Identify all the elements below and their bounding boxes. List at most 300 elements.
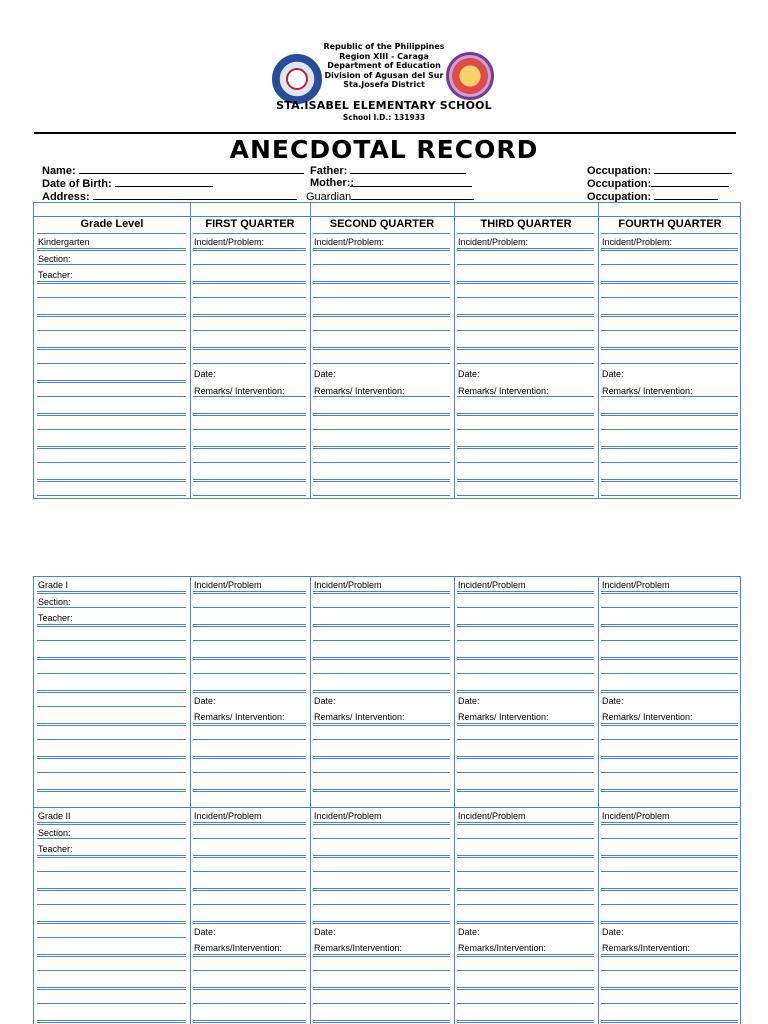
date-label: Date: [458, 926, 480, 937]
date-of-birth-label: Date of Birth: [42, 178, 112, 190]
entry-line[interactable] [313, 495, 450, 496]
entry-line[interactable] [457, 855, 594, 858]
column-divider [454, 203, 455, 498]
entry-line[interactable] [193, 396, 306, 397]
grade-level-label: Grade I [38, 580, 69, 590]
remarks-intervention-label: Remarks/Intervention: [602, 943, 691, 953]
entry-line[interactable] [37, 756, 186, 759]
column-divider [190, 203, 191, 498]
first-quarter-header: FIRST QUARTER [205, 218, 295, 230]
entry-line[interactable] [601, 429, 738, 430]
incident-problem-label: Incident/Problem [458, 811, 526, 821]
entry-line[interactable] [601, 987, 738, 990]
entry-line[interactable] [601, 591, 738, 594]
entry-line[interactable] [457, 462, 594, 463]
entry-line[interactable] [37, 723, 186, 726]
entry-line[interactable] [193, 789, 306, 792]
date-label: Date: [194, 369, 216, 379]
date-label: Date: [194, 926, 216, 937]
entry-line[interactable] [193, 657, 306, 660]
remarks-intervention-label: Remarks/Intervention: [314, 943, 403, 953]
incident-problem-label: Incident/Problem [458, 580, 526, 590]
page-title: ANECDOTAL RECORD [229, 135, 539, 164]
entry-line[interactable] [313, 739, 450, 740]
entry-line[interactable] [601, 822, 738, 825]
column-divider [598, 577, 599, 1024]
remarks-intervention-label: Remarks/ Intervention: [194, 712, 285, 722]
incident-problem-label: Incident/Problem: [602, 237, 673, 247]
entry-line[interactable] [457, 347, 594, 350]
column-divider [190, 577, 191, 1024]
remarks-intervention-label: Remarks/ Intervention: [458, 385, 549, 396]
entry-line[interactable] [313, 640, 450, 641]
address-line [93, 190, 297, 200]
entry-line[interactable] [37, 446, 186, 449]
entry-line[interactable] [601, 233, 738, 234]
entry-line[interactable] [457, 446, 594, 449]
entry-line[interactable] [457, 495, 594, 496]
entry-line[interactable] [37, 607, 186, 608]
entry-line[interactable] [37, 396, 186, 397]
name-line [79, 164, 304, 174]
entry-line[interactable] [37, 739, 186, 740]
father-field[interactable] [310, 164, 466, 177]
entry-line[interactable] [193, 855, 306, 858]
entry-line[interactable] [601, 446, 738, 449]
entry-line[interactable] [193, 723, 306, 726]
entry-line[interactable] [37, 838, 186, 839]
kindergarten-record-table [33, 202, 741, 499]
mother-occupation-field[interactable] [587, 177, 729, 190]
father-line [350, 164, 466, 174]
entry-line[interactable] [457, 429, 594, 430]
entry-line[interactable] [601, 479, 738, 482]
entry-line[interactable] [601, 954, 738, 957]
entry-line[interactable] [193, 479, 306, 482]
entry-line[interactable] [193, 772, 306, 773]
mother-label: Mother: [310, 177, 351, 189]
entry-line[interactable] [37, 248, 186, 251]
entry-line[interactable] [457, 888, 594, 891]
entry-line[interactable] [193, 624, 306, 627]
school-seal-logo [446, 52, 494, 100]
mother-occupation-line [651, 177, 729, 187]
entry-line[interactable] [313, 822, 450, 825]
entry-line[interactable] [37, 233, 186, 234]
entry-line[interactable] [37, 789, 186, 792]
entry-line[interactable] [601, 363, 738, 364]
entry-line[interactable] [313, 429, 450, 430]
entry-line[interactable] [313, 888, 450, 891]
remarks-intervention-label: Remarks/ Intervention: [458, 712, 549, 722]
entry-line[interactable] [601, 264, 738, 265]
entry-line[interactable] [193, 314, 306, 317]
remarks-intervention-label: Remarks/ Intervention: [602, 385, 693, 396]
entry-line[interactable] [37, 380, 186, 383]
entry-line[interactable] [457, 248, 594, 251]
entry-line[interactable] [37, 462, 186, 463]
entry-line[interactable] [37, 281, 186, 284]
date-of-birth-field[interactable] [42, 177, 213, 190]
entry-line[interactable] [37, 413, 186, 416]
column-divider [310, 577, 311, 1024]
entry-line[interactable] [457, 970, 594, 971]
entry-line[interactable] [37, 987, 186, 990]
entry-line[interactable] [457, 264, 594, 265]
entry-line[interactable] [313, 855, 450, 858]
entry-line[interactable] [193, 607, 306, 608]
entry-line[interactable] [193, 904, 306, 905]
entry-line[interactable] [601, 607, 738, 608]
entry-line[interactable] [601, 1020, 738, 1023]
entry-line[interactable] [193, 888, 306, 891]
teacher-label: Teacher: [38, 270, 73, 280]
entry-line[interactable] [601, 888, 738, 891]
entry-line[interactable] [313, 871, 450, 872]
entry-line[interactable] [193, 363, 306, 364]
occupation-label: Occupation: [587, 178, 652, 190]
incident-problem-label: Incident/Problem [602, 811, 670, 821]
entry-line[interactable] [193, 739, 306, 740]
entry-line[interactable] [193, 233, 306, 234]
entry-line[interactable] [193, 446, 306, 449]
entry-line[interactable] [457, 396, 594, 397]
entry-line[interactable] [457, 607, 594, 608]
entry-line[interactable] [313, 607, 450, 608]
column-divider [310, 203, 311, 498]
entry-line[interactable] [457, 330, 594, 331]
guardian-line [351, 190, 474, 200]
entry-line[interactable] [37, 871, 186, 872]
entry-line[interactable] [601, 281, 738, 284]
entry-line[interactable] [37, 330, 186, 331]
entry-line[interactable] [601, 462, 738, 463]
entry-line[interactable] [457, 987, 594, 990]
occupation-label: Occupation: [587, 191, 652, 203]
incident-problem-label: Incident/Problem [194, 811, 262, 821]
entry-line[interactable] [601, 1003, 738, 1004]
entry-line[interactable] [37, 591, 186, 594]
entry-line[interactable] [601, 330, 738, 331]
date-label: Date: [602, 695, 624, 706]
date-label: Date: [458, 369, 480, 379]
entry-line[interactable] [37, 479, 186, 482]
entry-line[interactable] [193, 429, 306, 430]
entry-line[interactable] [601, 855, 738, 858]
entry-line[interactable] [193, 462, 306, 463]
grade-separator [34, 807, 740, 808]
department-line: Department of Education [327, 61, 441, 70]
section-label: Section: [38, 253, 71, 264]
father-occupation-line [654, 164, 732, 174]
entry-line[interactable] [37, 1020, 186, 1023]
entry-line[interactable] [193, 987, 306, 990]
guardian-label: Guardian [306, 191, 352, 203]
school-id: School I.D.: 131933 [342, 113, 426, 122]
entry-line[interactable] [37, 640, 186, 641]
entry-line[interactable] [601, 495, 738, 496]
entry-line[interactable] [193, 640, 306, 641]
entry-line[interactable] [601, 624, 738, 627]
section-label: Section: [38, 827, 71, 838]
entry-line[interactable] [193, 413, 306, 416]
entry-line[interactable] [313, 233, 450, 234]
entry-line[interactable] [457, 838, 594, 839]
entry-line[interactable] [37, 937, 186, 938]
entry-line[interactable] [313, 657, 450, 660]
entry-line[interactable] [37, 904, 186, 905]
entry-line[interactable] [37, 1003, 186, 1004]
entry-line[interactable] [457, 739, 594, 740]
date-label: Date: [602, 369, 624, 379]
entry-line[interactable] [193, 822, 306, 825]
entry-line[interactable] [193, 921, 306, 924]
column-divider [598, 203, 599, 498]
entry-line[interactable] [457, 822, 594, 825]
entry-line[interactable] [37, 888, 186, 891]
republic-line: Republic of the Philippines [323, 42, 445, 51]
school-name: STA.ISABEL ELEMENTARY SCHOOL [276, 99, 492, 112]
entry-line[interactable] [313, 264, 450, 265]
entry-line[interactable] [37, 624, 186, 627]
entry-line[interactable] [37, 822, 186, 825]
remarks-intervention-label: Remarks/Intervention: [194, 943, 283, 953]
entry-line[interactable] [601, 789, 738, 792]
entry-line[interactable] [313, 690, 450, 693]
entry-line[interactable] [457, 871, 594, 872]
entry-line[interactable] [37, 495, 186, 496]
entry-line[interactable] [37, 855, 186, 858]
entry-line[interactable] [193, 330, 306, 331]
division-line: Division of Agusan del Sur [324, 70, 444, 80]
republic-block [310, 42, 458, 90]
entry-line[interactable] [457, 413, 594, 416]
entry-line[interactable] [601, 970, 738, 971]
incident-problem-label: Incident/Problem: [194, 237, 265, 247]
entry-line[interactable] [313, 314, 450, 317]
entry-line[interactable] [313, 921, 450, 924]
document-header [0, 40, 768, 130]
entry-line[interactable] [457, 772, 594, 773]
entry-line[interactable] [37, 772, 186, 773]
entry-line[interactable] [601, 673, 738, 674]
entry-line[interactable] [457, 297, 594, 298]
entry-line[interactable] [457, 233, 594, 234]
entry-line[interactable] [313, 789, 450, 792]
date-label: Date: [314, 369, 336, 379]
entry-line[interactable] [193, 297, 306, 298]
incident-problem-label: Incident/Problem [314, 811, 382, 821]
incident-problem-label: Incident/Problem [602, 580, 670, 590]
entry-line[interactable] [457, 363, 594, 364]
entry-line[interactable] [193, 756, 306, 759]
entry-line[interactable] [457, 281, 594, 284]
entry-line[interactable] [193, 970, 306, 971]
entry-line[interactable] [313, 248, 450, 251]
father-occupation-field[interactable] [587, 164, 732, 177]
entry-line[interactable] [457, 673, 594, 674]
remarks-intervention-label: Remarks/ Intervention: [314, 385, 405, 396]
occupation-label: Occupation: [587, 165, 652, 177]
section-label: Section: [38, 596, 71, 607]
entry-line[interactable] [601, 297, 738, 298]
entry-line[interactable] [457, 789, 594, 792]
entry-line[interactable] [601, 904, 738, 905]
entry-line[interactable] [457, 1020, 594, 1023]
remarks-intervention-label: Remarks/ Intervention: [194, 385, 285, 396]
entry-line[interactable] [313, 413, 450, 416]
column-divider [454, 577, 455, 1024]
entry-line[interactable] [457, 756, 594, 759]
entry-line[interactable] [313, 624, 450, 627]
entry-line[interactable] [601, 772, 738, 773]
father-label: Father: [310, 165, 348, 177]
entry-line[interactable] [601, 314, 738, 317]
entry-line[interactable] [313, 756, 450, 759]
remarks-intervention-label: Remarks/Intervention: [458, 943, 547, 953]
entry-line[interactable] [313, 330, 450, 331]
entry-line[interactable] [193, 281, 306, 284]
entry-line[interactable] [193, 871, 306, 872]
entry-line[interactable] [313, 347, 450, 350]
entry-line[interactable] [193, 1003, 306, 1004]
entry-line[interactable] [457, 479, 594, 482]
entry-line[interactable] [313, 772, 450, 773]
fourth-quarter-header: FOURTH QUARTER [618, 218, 722, 230]
entry-line[interactable] [313, 838, 450, 839]
grade-level-header: Grade Level [80, 218, 144, 230]
grade-level-label: Kindergarten [38, 237, 90, 247]
incident-problem-label: Incident/Problem [314, 580, 382, 590]
entry-line[interactable] [313, 970, 450, 971]
entry-line[interactable] [313, 446, 450, 449]
entry-line[interactable] [601, 347, 738, 350]
entry-line[interactable] [193, 690, 306, 693]
entry-line[interactable] [313, 904, 450, 905]
entry-line[interactable] [37, 921, 186, 924]
entry-line[interactable] [193, 838, 306, 839]
teacher-label: Teacher: [38, 613, 73, 623]
entry-line[interactable] [37, 314, 186, 317]
date-of-birth-line [115, 177, 213, 187]
entry-line[interactable] [193, 264, 306, 265]
entry-line[interactable] [601, 756, 738, 759]
name-field[interactable] [42, 164, 304, 177]
title-rule [34, 132, 736, 134]
second-quarter-header: SECOND QUARTER [329, 218, 435, 230]
address-label: Address: [42, 191, 90, 203]
incident-problem-label: Incident/Problem: [458, 237, 529, 247]
entry-line[interactable] [193, 673, 306, 674]
entry-line[interactable] [457, 314, 594, 317]
entry-line[interactable] [313, 396, 450, 397]
district-line: Sta.Josefa District [343, 80, 425, 89]
entry-line[interactable] [601, 723, 738, 726]
entry-line[interactable] [37, 673, 186, 674]
entry-line[interactable] [37, 954, 186, 957]
mother-line [350, 177, 472, 187]
entry-line[interactable] [313, 987, 450, 990]
entry-line[interactable] [457, 690, 594, 693]
grade-level-label: Grade II [38, 811, 71, 821]
entry-line[interactable] [601, 396, 738, 397]
incident-problem-label: Incident/Problem: [314, 237, 385, 247]
entry-line[interactable] [313, 363, 450, 364]
entry-line[interactable] [313, 281, 450, 284]
entry-line[interactable] [37, 363, 186, 364]
guardian-occupation-line [654, 190, 718, 200]
grade-i-ii-record-table [33, 576, 741, 1024]
entry-line[interactable] [37, 970, 186, 971]
entry-line[interactable] [601, 248, 738, 251]
entry-line[interactable] [457, 640, 594, 641]
entry-line[interactable] [193, 1020, 306, 1023]
entry-line[interactable] [193, 347, 306, 350]
mother-field[interactable] [310, 177, 472, 189]
entry-line[interactable] [457, 657, 594, 660]
entry-line[interactable] [313, 673, 450, 674]
entry-line[interactable] [193, 495, 306, 496]
date-label: Date: [194, 695, 216, 706]
entry-line[interactable] [37, 706, 186, 707]
entry-line[interactable] [313, 1020, 450, 1023]
entry-line[interactable] [37, 297, 186, 298]
remarks-intervention-label: Remarks/ Intervention: [602, 712, 693, 722]
entry-line[interactable] [601, 838, 738, 839]
entry-line[interactable] [313, 1003, 450, 1004]
date-label: Date: [314, 926, 336, 937]
entry-line[interactable] [37, 429, 186, 430]
entry-line[interactable] [313, 297, 450, 298]
entry-line[interactable] [601, 413, 738, 416]
entry-line[interactable] [313, 954, 450, 957]
entry-line[interactable] [601, 921, 738, 924]
date-label: Date: [458, 695, 480, 706]
entry-line[interactable] [313, 591, 450, 594]
entry-line[interactable] [193, 248, 306, 251]
entry-line[interactable] [37, 264, 186, 265]
remarks-intervention-label: Remarks/ Intervention: [314, 712, 405, 722]
entry-line[interactable] [37, 657, 186, 660]
entry-line[interactable] [37, 690, 186, 693]
date-label: Date: [314, 695, 336, 706]
entry-line[interactable] [193, 954, 306, 957]
entry-line[interactable] [457, 954, 594, 957]
mother-mark: : [350, 177, 354, 189]
entry-line[interactable] [601, 690, 738, 693]
entry-line[interactable] [313, 462, 450, 463]
incident-problem-label: Incident/Problem [194, 580, 262, 590]
date-label: Date: [602, 926, 624, 937]
entry-line[interactable] [601, 739, 738, 740]
entry-line[interactable] [457, 591, 594, 594]
entry-line[interactable] [313, 723, 450, 726]
entry-line[interactable] [457, 723, 594, 726]
header-top-rule [34, 216, 740, 217]
entry-line[interactable] [457, 904, 594, 905]
entry-line[interactable] [457, 1003, 594, 1004]
entry-line[interactable] [313, 479, 450, 482]
entry-line[interactable] [601, 640, 738, 641]
region-line: Region XIII - Caraga [339, 51, 429, 61]
entry-line[interactable] [457, 624, 594, 627]
entry-line[interactable] [37, 347, 186, 350]
entry-line[interactable] [457, 921, 594, 924]
entry-line[interactable] [601, 657, 738, 660]
entry-line[interactable] [601, 871, 738, 872]
teacher-label: Teacher: [38, 844, 73, 854]
entry-line[interactable] [193, 591, 306, 594]
